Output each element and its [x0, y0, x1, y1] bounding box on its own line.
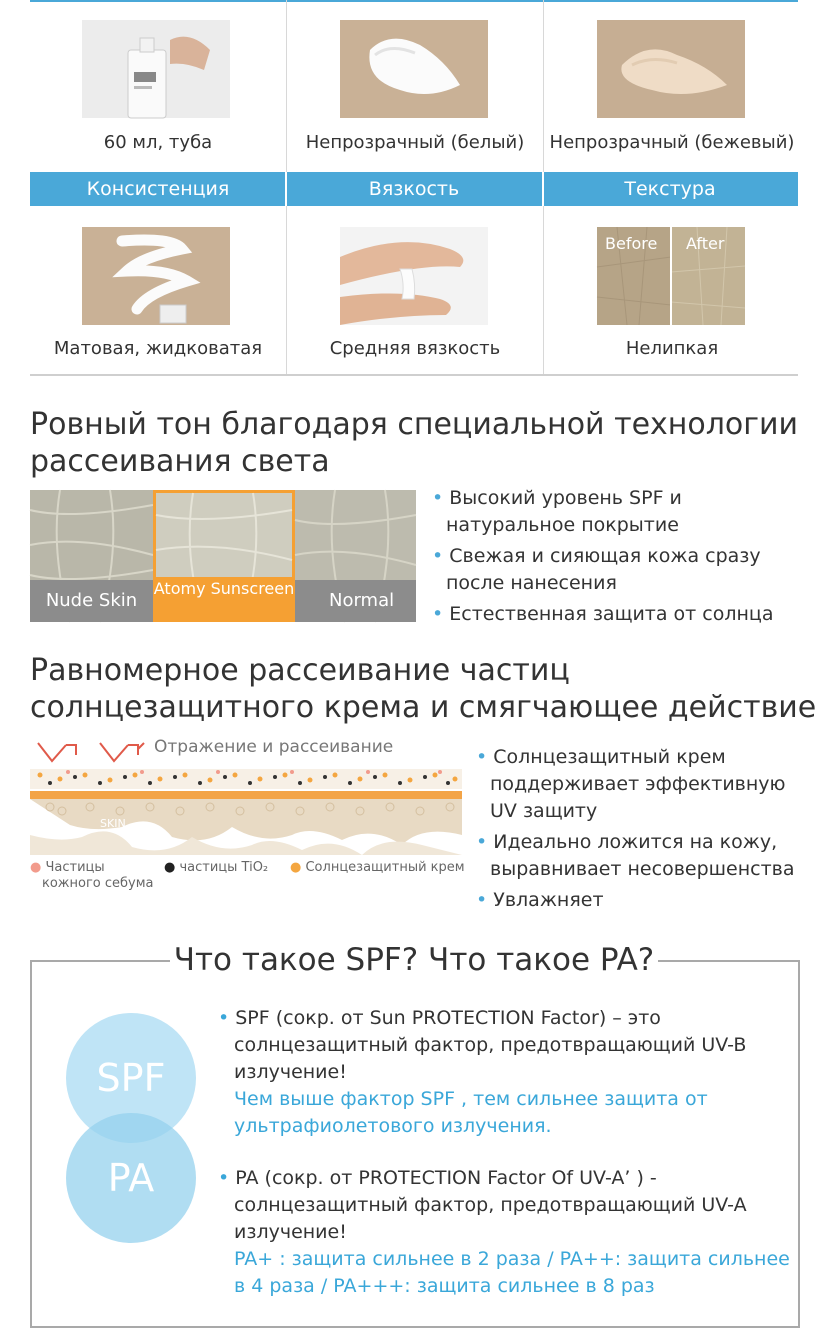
beige-cream-photo [597, 20, 745, 118]
bullet-text: Естественная защита от солнца [449, 603, 774, 625]
pa-circle [66, 1113, 196, 1243]
white-cream-photo [340, 20, 488, 118]
pa-text: излучение! [234, 1221, 347, 1243]
cell-label: Средняя вязкость [329, 338, 501, 359]
bullet-list [476, 744, 795, 914]
section-title: Ровный тон благодаря специальной технологии [30, 407, 799, 442]
bullet-item: • Идеально ложится на кожу, [476, 831, 778, 853]
bullet-text: Свежая и сияющая кожа сразу [449, 545, 761, 567]
bullet-text: выравнивает несовершенства [490, 858, 795, 880]
band-label: Текстура [624, 178, 716, 200]
skin-layer-diagram [30, 735, 462, 855]
pa-highlight: в 4 раза / PA+++: защита сильнее в 8 раз [234, 1275, 655, 1297]
bullet-text: поддерживает эффективную [490, 773, 786, 795]
section-title: рассеивания света [30, 444, 330, 479]
tube-photo [82, 20, 230, 118]
skin-label: Nude Skin [30, 580, 153, 622]
spf-circle-label: SPF [96, 1056, 166, 1100]
bullet-item: • Свежая и сияющая кожа сразу [432, 545, 761, 567]
diagram-legend [30, 860, 470, 894]
spf-description: • SPF (сокр. от Sun PROTECTION Factor) – это солнцезащитный фактор, предотвращающий UV-B излучение! Чем выше фактор SPF , тем сильнее защита от ультрафиолетового излучения. [218, 1005, 788, 1140]
before-after-skin-photo [597, 227, 745, 325]
bullet-item: • Увлажняет [476, 889, 604, 911]
pa-description: • PA (сокр. от PROTECTION Factor Of UV-A’ ) - солнцезащитный фактор, предотвращающий UV-A излучение! PA+ : защита сильнее в 2 раза / PA++: защита сильнее в 4 раза / PA+++: защита сильнее в 8 раз [218, 1165, 788, 1300]
spf-text: солнцезащитный фактор, предотвращающий UV-B [234, 1034, 747, 1056]
section-title: Равномерное рассеивание частиц [30, 653, 570, 688]
legend-sunscreen: ● Солнцезащитный крем [290, 860, 465, 875]
after-label: After [686, 234, 725, 253]
property-band [30, 172, 798, 206]
bullet-text: после нанесения [446, 572, 617, 594]
box-title: Что такое SPF? Что такое PA? [170, 938, 658, 982]
spf-text: излучение! [234, 1061, 347, 1083]
cream-zigzag-photo [82, 227, 230, 325]
spf-highlight: Чем выше фактор SPF , тем сильнее защита от [234, 1088, 708, 1110]
skin-sample-atomy [153, 490, 295, 622]
skin-sample-normal [295, 490, 416, 653]
cell-label: Непрозрачный (бежевый) [549, 132, 795, 153]
cell-label: Непрозрачный (белый) [305, 132, 525, 153]
legend-text: Частицы [45, 860, 105, 875]
spf-text: SPF (сокр. от Sun PROTECTION Factor) – это [235, 1007, 661, 1029]
before-label: Before [605, 234, 658, 253]
spf-highlight: ультрафиолетового излучения. [234, 1115, 552, 1137]
bullet-text: Солнцезащитный крем [493, 746, 726, 768]
bullet-text: UV защиту [490, 800, 598, 822]
pa-text: солнцезащитный фактор, предотвращающий UV-A [234, 1194, 747, 1216]
bullet-text: натуральное покрытие [446, 514, 679, 536]
bullet-text: Высокий уровень SPF и [449, 487, 682, 509]
pa-highlight: PA+ : защита сильнее в 2 раза / PA++: защита сильнее [234, 1248, 790, 1270]
legend-text: кожного себума [42, 876, 154, 891]
bullet-item: • Высокий уровень SPF и [432, 487, 682, 509]
pa-text: PA (сокр. от PROTECTION Factor Of UV-A’ ) - [235, 1167, 657, 1189]
band-label: Вязкость [368, 178, 460, 200]
cell-label: Нелипкая [625, 338, 719, 359]
diagram-caption: Отражение и рассеивание [154, 737, 394, 757]
skin-sample-nude [30, 490, 153, 622]
legend-tio2: ● частицы TiO₂ [164, 860, 269, 875]
legend-text: Солнцезащитный крем [305, 860, 465, 875]
bullet-list [432, 485, 774, 628]
grid-bottom-rule [30, 374, 798, 376]
pa-circle-label: PA [107, 1156, 155, 1200]
skin-label-text: Atomy Sunscreen [153, 579, 295, 598]
band-label: Консистенция [86, 178, 230, 200]
skin-tag: SKIN [100, 817, 126, 830]
bullet-item: • Солнцезащитный крем [476, 746, 726, 768]
skin-label [153, 577, 295, 622]
skin-label: Normal lot [295, 580, 416, 622]
legend-text: частицы TiO₂ [179, 860, 269, 875]
section-title: солнцезащитного крема и смягчающее действие [30, 690, 817, 725]
cell-label: 60 мл, туба [103, 132, 213, 153]
cell-label: Матовая, жидковатая [53, 338, 263, 359]
bullet-item: • Естественная защита от солнца [432, 603, 774, 625]
legend-sebum: ● Частицы [30, 860, 105, 875]
bullet-text: Увлажняет [493, 889, 604, 911]
top-rule [30, 0, 798, 2]
fingers-cream-photo [340, 227, 488, 325]
bullet-text: Идеально ложится на кожу, [493, 831, 778, 853]
